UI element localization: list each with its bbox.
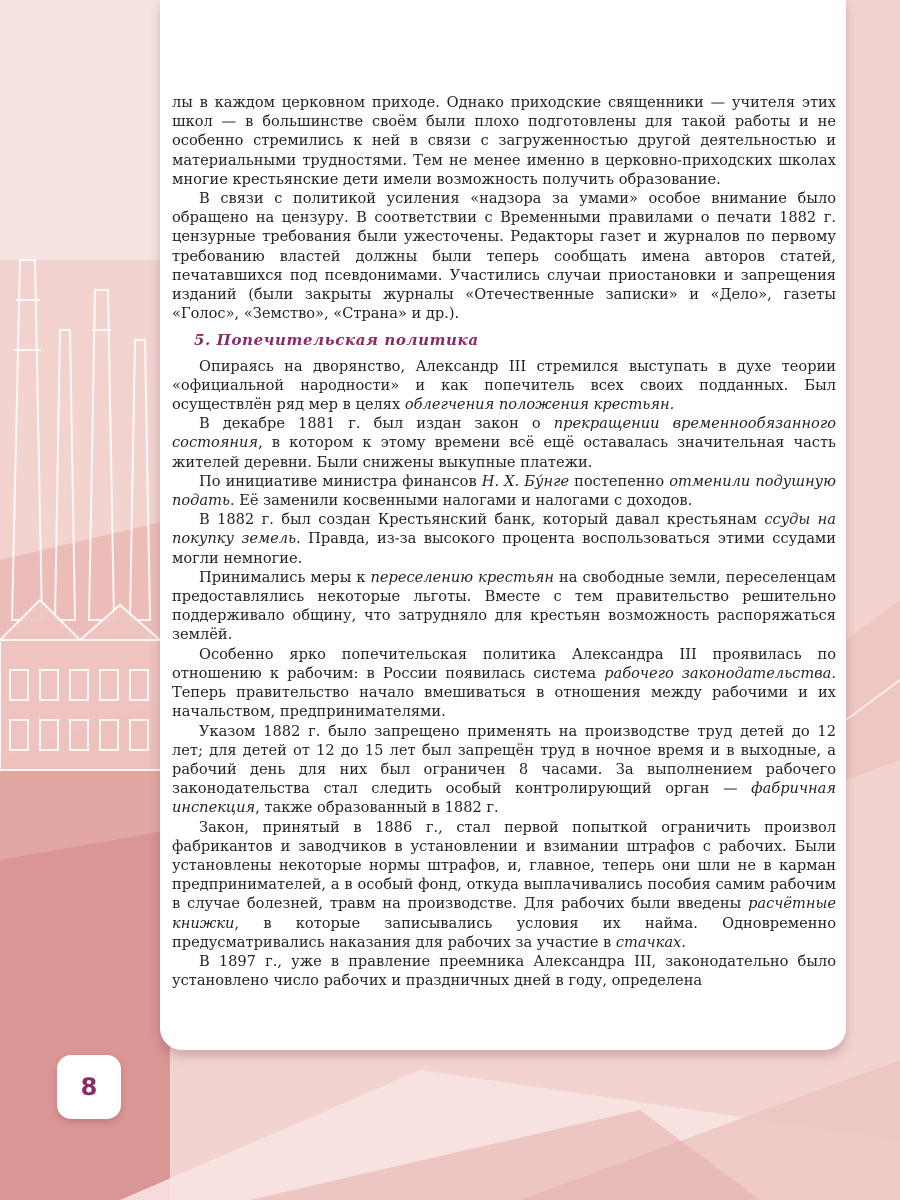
emphasized-term: рабочего законодательства [604, 664, 832, 682]
emphasized-term: расчётные книжки [172, 895, 836, 932]
paragraph [172, 414, 836, 472]
emphasized-term: облегчения положения крестьян. [404, 396, 675, 414]
paragraph-text: Указом 1882 г. было запрещено применять на производстве труд детей до 12 лет; для детей от 12 до 15 лет был запрещён труд в ночное время и в выходные, а рабочий день для них был ограничен 8 часами. За выполнением рабочего законодательства стал следить особый контролирующий орган — [172, 722, 836, 798]
paragraph-text: , также образованный в 1882 г. [255, 799, 499, 817]
page-text [172, 93, 836, 990]
page-number: 8 [80, 1073, 98, 1101]
paragraph-text: . Правда, из-за высокого процента воспользоваться этими ссудами могли немногие. [172, 530, 836, 567]
paragraph-text: постепенно [569, 472, 670, 490]
paragraph [172, 510, 836, 568]
emphasized-term: переселению крестьян [370, 568, 555, 586]
paragraph-text: В связи с политикой усиления «надзора за умами» особое внимание было обращено на цензуру. В соответствии с Временными правилами о печати 1882 г. цензурные требования были ужесточены. Редакторы газет и журналов по первому требованию властей должны были теперь сообщать имена авторов статей, печатавшихся под псевдонимами. Участились случаи приостановки и запрещения изданий (были закрыты журналы «Отечественные записки» и «Дело», газеты «Голос», «Земство», «Страна» и др.). [172, 190, 836, 323]
paragraph-text: В 1882 г. был создан Крестьянский банк, который давал крестьянам [199, 511, 765, 529]
paragraph [172, 568, 836, 645]
paragraph-text: , в которые записывались условия их найма. Одновременно предусматривались наказания для рабочих за участие в [172, 914, 836, 951]
paragraph-text: лы в каждом церковном приходе. Однако приходские священники — учителя этих школ — в большинстве своём были плохо подготовлены для такой работы и не особенно стремились к ней в связи с загруженностью другой деятельностью и материальными трудностями. Тем не менее именно в церковно-приходских школах многие крестьянские дети имели возможность получить образование. [172, 94, 836, 188]
page-number-badge [57, 1055, 121, 1119]
paragraph [172, 645, 836, 722]
paragraph [172, 189, 836, 323]
emphasized-term: прекращении временнообязанного состояния [172, 415, 836, 452]
emphasized-name: Н. Х. Бу́нге [481, 472, 570, 490]
paragraph-text: Особенно ярко попечительская политика Александра III проявилась по отношению к рабочим: в России появилась система [172, 645, 836, 682]
paragraph [172, 818, 836, 952]
paragraph-text: В декабре 1881 г. был издан закон о [199, 415, 554, 433]
emphasized-term: ссуды на покупку земель [172, 511, 836, 548]
paragraph-text: на свободные земли, переселенцам предоставлялись некоторые льготы. Вместе с тем правительство решительно поддерживало общину, что затрудняло для крестьян возможность распоряжаться землёй. [172, 568, 836, 644]
paragraph-text: . Теперь правительство начало вмешиваться в отношения между рабочими и их начальством, предпринимателями. [172, 664, 836, 721]
section-heading: 5. Попечительская политика [194, 331, 479, 350]
emphasized-term: фабричная инспекция [172, 780, 836, 817]
paragraph [172, 952, 836, 990]
paragraph-text: , в котором к этому времени всё ещё оставалась значительная часть жителей деревни. Были снижены выкупные платежи. [172, 434, 836, 471]
paragraph-text: . [681, 933, 686, 951]
paragraph [172, 357, 836, 415]
paragraph-text: Принимались меры к [199, 568, 371, 586]
paragraph-text: . Её заменили косвенными налогами и налогами с доходов. [229, 492, 693, 510]
paragraph-text: В 1897 г., уже в правление преемника Александра III, законодательно было установлено число рабочих и праздничных дней в году, определена [172, 952, 836, 990]
paragraph-text: Закон, принятый в 1886 г., стал первой попыткой ограничить произвол фабрикантов и заводчиков в установлении и взимании штрафов с рабочих. Были установлены некоторые нормы штрафов, и, главное, теперь они шли не в карман предпринимателей, а в особый фонд, откуда выплачивались пособия самим рабочим в случае болезней, травм на производстве. Для рабочих были введены [172, 818, 836, 913]
paragraph [172, 472, 836, 510]
paragraph-text: По инициативе министра финансов [199, 472, 482, 490]
emphasized-term: отменили подушную подать [172, 472, 836, 510]
paragraph [172, 93, 836, 189]
emphasized-term: стачках [615, 933, 682, 951]
paragraph [172, 722, 836, 818]
paragraph-text: Опираясь на дворянство, Александр III стремился выступать в духе теории «официальной народности» и как попечитель всех своих подданных. Был осуществлён ряд мер в целях [172, 357, 836, 414]
